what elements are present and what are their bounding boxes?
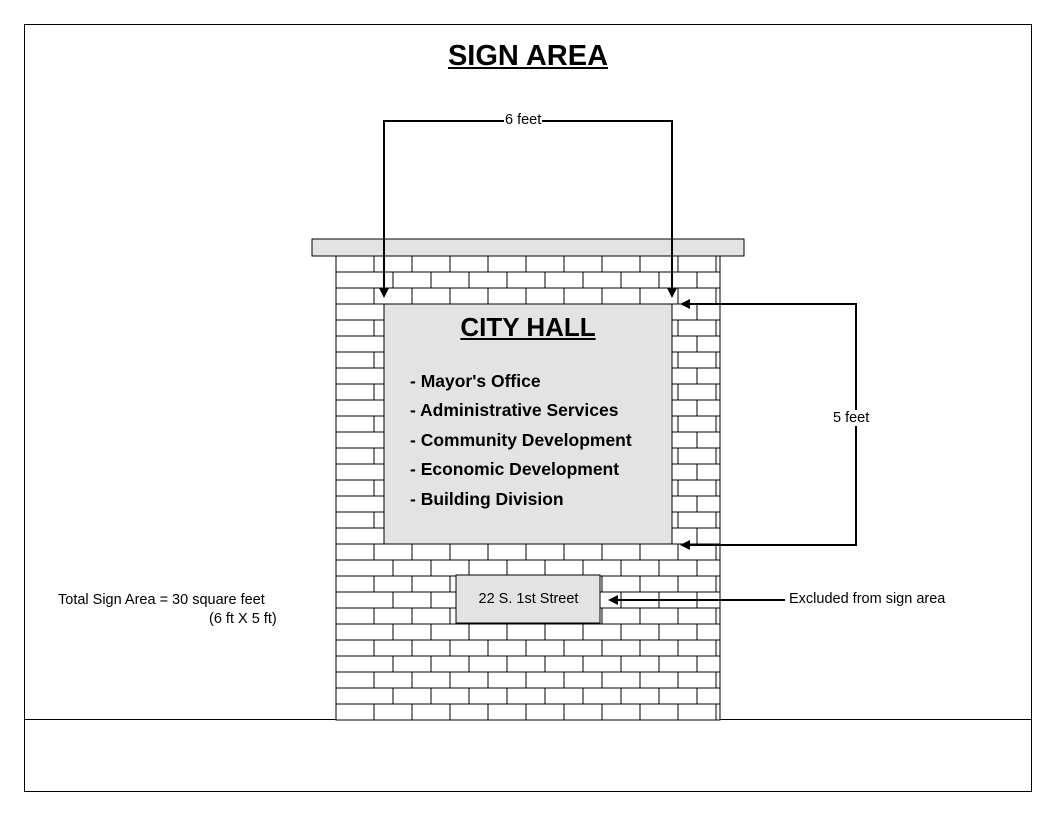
monument-cap (312, 239, 744, 256)
sign-list-item: - Mayor's Office (410, 371, 541, 391)
sign-heading: CITY HALL (460, 312, 596, 342)
total-area-label: Total Sign Area = 30 square feet (58, 592, 265, 608)
sign-list-item: - Administrative Services (410, 400, 619, 420)
page-title: SIGN AREA (447, 40, 609, 72)
sign-list-item: - Economic Development (410, 459, 620, 479)
width-dimension-label: 6 feet (505, 112, 542, 128)
excluded-label: Excluded from sign area (789, 591, 946, 607)
total-area-formula: (6 ft X 5 ft) (209, 611, 277, 627)
height-dimension-label: 5 feet (833, 410, 870, 426)
sign-list-item: - Community Development (410, 430, 632, 450)
sign-list-item: - Building Division (410, 489, 564, 509)
address-plaque-label: 22 S. 1st Street (478, 591, 579, 607)
